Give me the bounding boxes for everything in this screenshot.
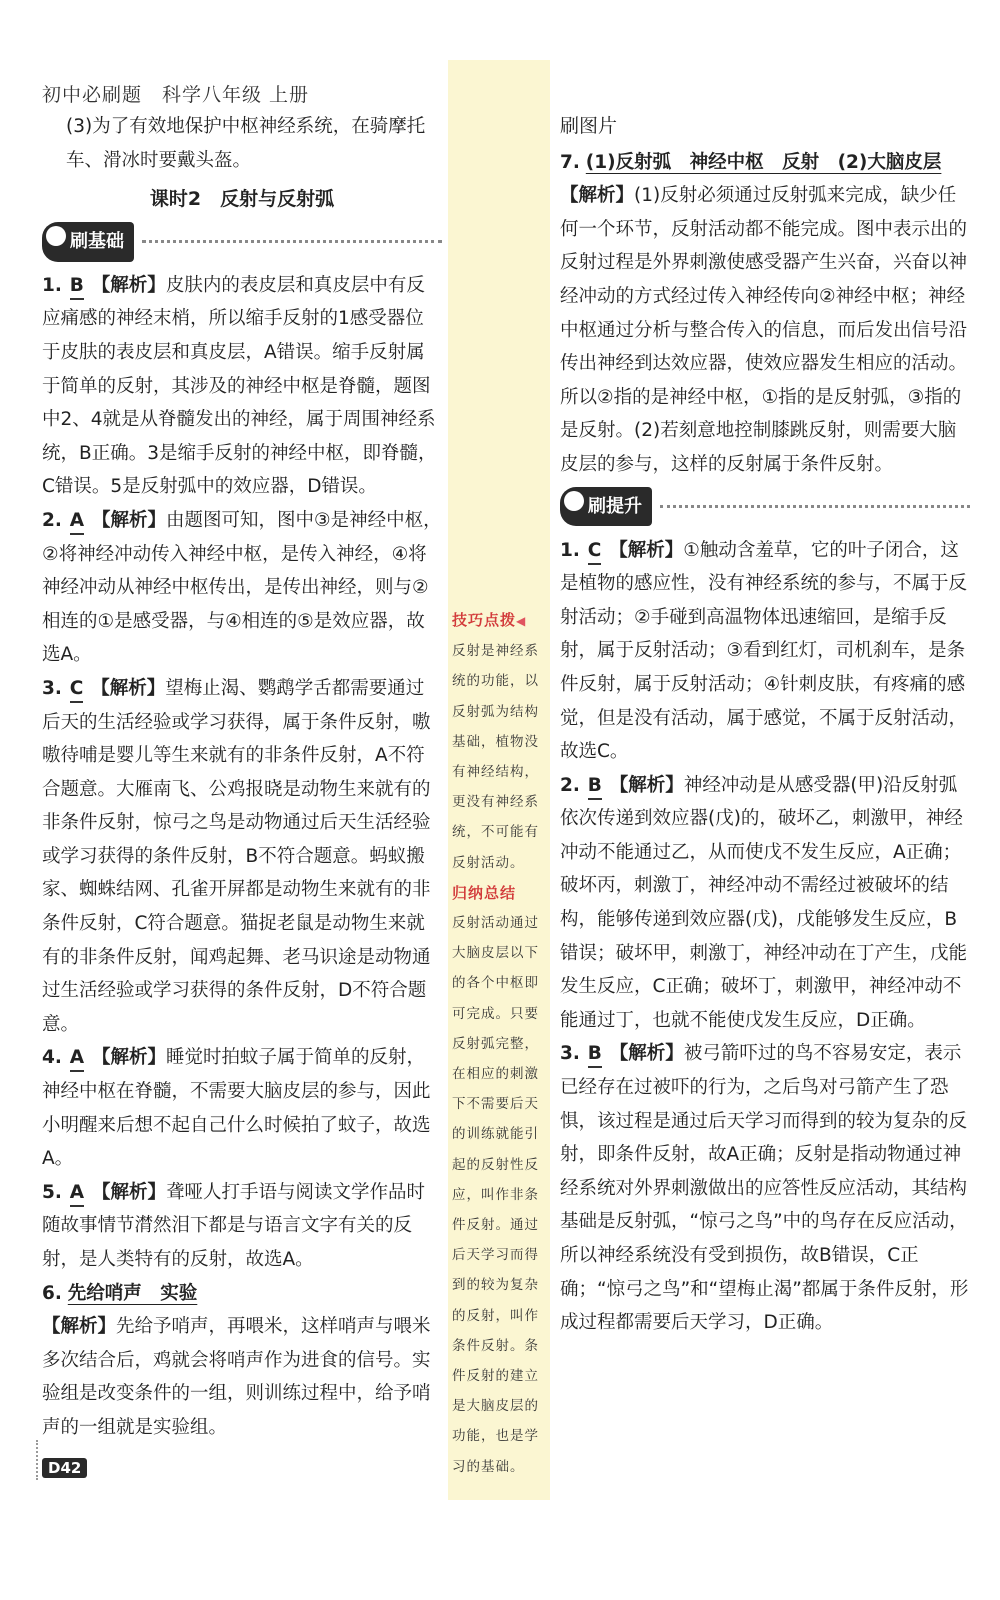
answer-letter: C <box>588 539 602 565</box>
question-6: 6. 先给哨声 实验 <box>42 1282 198 1304</box>
question-5: 5. A 【解析】聋哑人打手语与阅读文学作品时随故事情节潸然泪下都是与语言文字有关的反射，是人类特有的反射，故选A。 <box>42 1181 426 1270</box>
answer-text: (1)反射弧 神经中枢 反射 (2)大脑皮层 <box>585 151 942 173</box>
badge-label: 刷提升 <box>588 495 642 517</box>
question-r2: 2. B 【解析】神经冲动是从感受器(甲)沿反射弧依次传递到效应器(戊)的，破坏乙，刺激甲，神经冲动不能通过乙，从而使戊不发生反应，A正确；破坏丙，刺激丁，神经冲动不需经过被破坏的结构，能够传递到效应器(戊)，戊能够发生反应，B错误；破坏甲，刺激丁，神经冲动在丁产生，戊能发生反应，C正确；破坏丁，刺激甲，神经冲动不能通过丁，也就不能使戊发生反应，D正确。 <box>560 774 968 1031</box>
question-r3: 3. B 【解析】被弓箭吓过的鸟不容易安定，表示已经存在过被吓的行为，之后鸟对弓箭产生了恐惧，该过程是通过后天学习而得到的较为复杂的反射，即条件反射，故A正确；反射是指动物通过神经系统对外界刺激做出的应答性反应活动，其结构基础是反射弧，“惊弓之鸟”中的鸟存在反应活动，所以神经系统没有受到损伤，故B错误，C正确；“惊弓之鸟”和“望梅止渴”都属于条件反射，形成过程都需要后天学习，D正确。 <box>560 1043 969 1334</box>
margin-dotted-line <box>36 1440 40 1480</box>
explanation-text: 先给予哨声，再喂米，这样哨声与喂米多次结合后，鸡就会将哨声作为进食的信号。实验组是改变条件的一组，则训练过程中，给予哨声的一组就是实验组。 <box>42 1316 431 1438</box>
arrow-left-icon: ◀ <box>516 614 527 628</box>
intro-text: (3)为了有效地保护中枢神经系统，在骑摩托车、滑冰时要戴头盔。 <box>66 116 426 171</box>
question-r1: 1. C 【解析】①触动含羞草，它的叶子闭合，这是植物的感应性，没有神经系统的参与，不属于反射活动；②手碰到高温物体迅速缩回，是缩手反射，属于反射活动；③看到红灯，司机刹车，是条件反射，属于反射活动；④针刺皮肤，有疼痛的感觉，但是没有活动，属于感觉，不属于反射活动，故选C。 <box>560 539 968 763</box>
answer-letter: A <box>70 509 84 535</box>
explanation-text: 由题图可知，图中③是神经中枢，②将神经冲动传入神经中枢，是传入神经，④将神经冲动从神经中枢传出，是传出神经，则与②相连的①是感受器，与④相连的⑤是效应器，故选A。 <box>42 509 442 666</box>
explanation-text: 神经冲动是从感受器(甲)沿反射弧依次传递到效应器(戊)的，破坏乙，刺激甲，神经冲动不能通过乙，从而使戊不发生反应，A正确；破坏丙，刺激丁，神经冲动不需经过被破坏的结构，能够传递到效应器(戊)，戊能够发生反应，B错误；破坏甲，刺激丁，神经冲动在丁产生，戊能发生反应，C正确；破坏丁，刺激甲，神经冲动不能通过丁，也就不能使戊发生反应，D正确。 <box>560 774 968 1031</box>
summary-title: 归纳总结 <box>452 883 517 902</box>
question-4: 4. A 【解析】睡觉时拍蚊子属于简单的反射，神经中枢在脊髓，不需要大脑皮层的参与，因此小明醒来后想不起自己什么时候拍了蚊子，故选A。 <box>42 1047 431 1170</box>
answer-letter: B <box>588 774 602 800</box>
sidebar-notes <box>452 605 548 1482</box>
explanation-text: 睡觉时拍蚊子属于简单的反射，神经中枢在脊髓，不需要大脑皮层的参与，因此小明醒来后想不起自己什么时候拍了蚊子，故选A。 <box>42 1047 431 1170</box>
answer-letter: A <box>70 1046 84 1072</box>
explanation-text: 被弓箭吓过的鸟不容易安定，表示已经存在过被吓的行为，之后鸟对弓箭产生了恐惧，该过程是通过后天学习而得到的较为复杂的反射，即条件反射，故A正确；反射是指动物通过神经系统对外界刺激做出的应答性反应活动，其结构基础是反射弧，“惊弓之鸟”中的鸟存在反应活动，所以神经系统没有受到损伤，故B错误，C正确；“惊弓之鸟”和“望梅止渴”都属于条件反射，形成过程都需要后天学习，D正确。 <box>560 1043 969 1334</box>
tip-text: 反射是神经系统的功能，以反射弧为结构基础，植物没有神经结构，更没有神经系统，不可能有反射活动。 <box>452 643 539 871</box>
question-3: 3. C 【解析】望梅止渴、鹦鹉学舌都需要通过后天的生活经验或学习获得，属于条件反射，嗷嗷待哺是婴儿等生来就有的非条件反射，A不符合题意。大雁南飞、公鸡报晓是动物生来就有的非条件反射，惊弓之鸟是动物通过后天生活经验或学习获得的条件反射，B不符合题意。蚂蚁搬家、蜘蛛结网、孔雀开屏都是动物生来就有的非条件反射，C符合题意。猫捉老鼠是动物生来就有的非条件反射，闻鸡起舞、老马识途是动物通过生活经验或学习获得的条件反射，D不符合题意。 <box>42 677 431 1035</box>
question-7-explanation: 【解析】(1)反射必须通过反射弧来完成，缺少任何一个环节，反射活动都不能完成。图中表示出的反射过程是外界刺激使感受器产生兴奋，兴奋以神经冲动的方式经过传入神经传向②神经中枢；神经中枢通过分析与整合传入的信息，而后发出信号沿传出神经到达效应器，使效应器发生相应的活动。所以②指的是神经中枢，①指的是反射弧，③指的是反射。(2)若刻意地控制膝跳反射，则需要大脑皮层的参与，这样的反射属于条件反射。 <box>560 185 968 475</box>
section-badge-advanced <box>560 490 970 524</box>
tip-title: 技巧点拨◀ <box>452 611 527 629</box>
page-number: D42 <box>42 1458 87 1478</box>
summary-text: 反射活动通过大脑皮层以下的各个中枢即可完成。只要反射弧完整，在相应的刺激下不需要后天的训练就能引起的反射性反应，叫作非条件反射。通过后天学习而得到的较为复杂的反射，叫作条件反射。条件反射的建立是大脑皮层的功能，也是学习的基础。 <box>452 915 539 1475</box>
question-1: 1. B 【解析】皮肤内的表皮层和真皮层中有反应痛感的神经末梢，所以缩手反射的1感受器位于皮肤的表皮层和真皮层，A错误。缩手反射属于简单的反射，其涉及的神经中枢是脊髓，题图中2、4就是从脊髓发出的神经，属于周围神经系统，B正确。3是缩手反射的神经中枢，即脊髓，C错误。5是反射弧中的效应器，D错误。 <box>42 274 437 498</box>
pencil-icon <box>564 491 584 511</box>
answer-text: 先给哨声 实验 <box>67 1282 198 1304</box>
figure-section-title: 刷图片 <box>560 115 618 137</box>
answer-letter: A <box>70 1181 84 1207</box>
explanation-text: ①触动含羞草，它的叶子闭合，这是植物的感应性，没有神经系统的参与，不属于反射活动；②手碰到高温物体迅速缩回，是缩手反射，属于反射活动；③看到红灯，司机刹车，是条件反射，属于反射活动；④针刺皮肤，有疼痛的感觉，但是没有活动，属于感觉，不属于反射活动，故选C。 <box>560 539 968 763</box>
right-column <box>560 110 970 1340</box>
section-badge-basic <box>42 225 442 259</box>
dotted-divider <box>660 505 970 508</box>
question-6-explanation: 【解析】先给予哨声，再喂米，这样哨声与喂米多次结合后，鸡就会将哨声作为进食的信号。实验组是改变条件的一组，则训练过程中，给予哨声的一组就是实验组。 <box>42 1316 431 1438</box>
answer-letter: B <box>588 1042 602 1068</box>
explanation-text: 聋哑人打手语与阅读文学作品时随故事情节潸然泪下都是与语言文字有关的反射，是人类特有的反射，故选A。 <box>42 1181 426 1270</box>
pencil-icon <box>46 226 66 246</box>
question-7: 7. (1)反射弧 神经中枢 反射 (2)大脑皮层 <box>560 151 942 173</box>
dotted-divider <box>142 240 442 243</box>
explanation-text: 望梅止渴、鹦鹉学舌都需要通过后天的生活经验或学习获得，属于条件反射，嗷嗷待哺是婴儿等生来就有的非条件反射，A不符合题意。大雁南飞、公鸡报晓是动物生来就有的非条件反射，惊弓之鸟是动物通过后天生活经验或学习获得的条件反射，B不符合题意。蚂蚁搬家、蜘蛛结网、孔雀开屏都是动物生来就有的非条件反射，C符合题意。猫捉老鼠是动物生来就有的非条件反射，闻鸡起舞、老马识途是动物通过生活经验或学习获得的条件反射，D不符合题意。 <box>42 677 431 1035</box>
running-header: 初中必刷题 科学八年级 上册 <box>42 84 310 106</box>
badge-label: 刷基础 <box>70 230 124 252</box>
left-column <box>42 110 442 1445</box>
question-2: 2. A 【解析】由题图可知，图中③是神经中枢，②将神经冲动传入神经中枢，是传入神经，④将神经冲动从神经中枢传出，是传出神经，则与②相连的①是感受器，与④相连的⑤是效应器，故选A。 <box>42 509 442 666</box>
answer-letter: C <box>70 677 84 703</box>
lesson-title: 课时2 反射与反射弧 <box>149 188 335 211</box>
answer-letter: B <box>70 274 84 300</box>
explanation-text: 皮肤内的表皮层和真皮层中有反应痛感的神经末梢，所以缩手反射的1感受器位于皮肤的表皮层和真皮层，A错误。缩手反射属于简单的反射，其涉及的神经中枢是脊髓，题图中2、4就是从脊髓发出的神经，属于周围神经系统，B正确。3是缩手反射的神经中枢，即脊髓，C错误。5是反射弧中的效应器，D错误。 <box>42 274 437 498</box>
explanation-text: (1)反射必须通过反射弧来完成，缺少任何一个环节，反射活动都不能完成。图中表示出的反射过程是外界刺激使感受器产生兴奋，兴奋以神经冲动的方式经过传入神经传向②神经中枢；神经中枢通过分析与整合传入的信息，而后发出信号沿传出神经到达效应器，使效应器发生相应的活动。所以②指的是神经中枢，①指的是反射弧，③指的是反射。(2)若刻意地控制膝跳反射，则需要大脑皮层的参与，这样的反射属于条件反射。 <box>560 185 968 475</box>
